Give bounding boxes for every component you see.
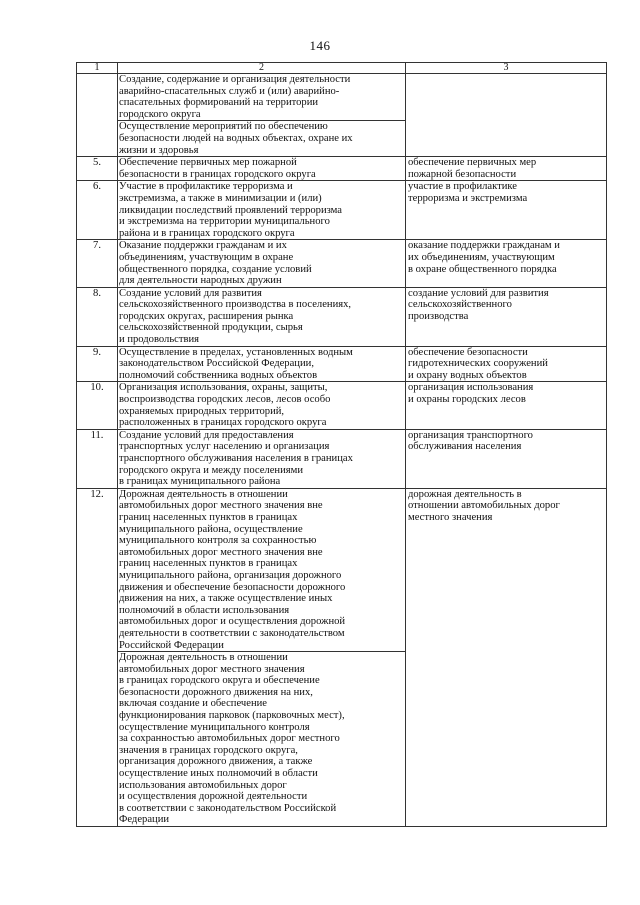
powers-table	[76, 62, 607, 827]
table-row	[77, 488, 607, 826]
row-area-cell: оказание поддержки гражданам и их объединениям, участвующим в охране общественного порядка	[406, 240, 607, 287]
row-number: 5.	[77, 157, 118, 181]
header-col-3: 3	[406, 63, 607, 74]
row-area-cell: организация транспортного обслуживания населения	[406, 429, 607, 488]
power-description: Обеспечение первичных мер пожарной безопасности в границах городского округа	[119, 157, 316, 180]
power-description: Организация использования, охраны, защиты, воспроизводства городских лесов, лесов особо охраняемых природных территорий, расположенных в границах городского округа	[119, 382, 331, 429]
table-row	[77, 74, 607, 157]
row-number: 9.	[77, 346, 118, 382]
table-row	[77, 181, 607, 240]
row-powers-cell	[118, 157, 406, 181]
table-header-row	[77, 63, 607, 74]
table-row	[77, 240, 607, 287]
row-number: 6.	[77, 181, 118, 240]
row-powers-cell	[118, 287, 406, 346]
row-area-cell: организация использования и охраны городских лесов	[406, 382, 607, 429]
row-number: 7.	[77, 240, 118, 287]
row-area-cell	[406, 74, 607, 157]
row-powers-cell	[118, 240, 406, 287]
row-area-cell: обеспечение безопасности гидротехнических сооружений и охрану водных объектов	[406, 346, 607, 382]
row-area-cell: обеспечение первичных мер пожарной безопасности	[406, 157, 607, 181]
row-powers-cell	[118, 74, 406, 157]
table-row	[77, 382, 607, 429]
table-row	[77, 287, 607, 346]
row-number: 8.	[77, 287, 118, 346]
row-number	[77, 74, 118, 157]
table-body	[77, 63, 607, 827]
row-powers-cell	[118, 429, 406, 488]
row-number: 11.	[77, 429, 118, 488]
row-area-cell: создание условий для развития сельскохозяйственного производства	[406, 287, 607, 346]
power-description: Создание условий для предоставления транспортных услуг населению и организация транспортного обслуживания населения в границах городского округа и между поселениями в границах муниципального района	[119, 429, 353, 488]
header-col-2: 2	[118, 63, 406, 74]
row-number: 12.	[77, 488, 118, 826]
power-description: Оказание поддержки гражданам и их объединениям, участвующим в охране общественного порядка, создание условий для деятельности народных дружин	[119, 240, 312, 287]
power-description: Осуществление мероприятий по обеспечению безопасности людей на водных объектах, охране их жизни и здоровья	[118, 120, 405, 156]
power-description: Осуществление в пределах, установленных водным законодательством Российской Федерации, полномочий собственника водных объектов	[119, 346, 353, 381]
table-row	[77, 346, 607, 382]
row-powers-cell	[118, 488, 406, 826]
row-number: 10.	[77, 382, 118, 429]
row-area-cell: дорожная деятельность в отношении автомобильных дорог местного значения	[406, 488, 607, 826]
row-powers-cell	[118, 346, 406, 382]
page-number: 146	[309, 38, 331, 53]
power-description: Дорожная деятельность в отношении автомобильных дорог местного значения в границах городского округа и обеспечение безопасности дорожного движения на них, включая создание и обеспечение функционирования парковок (парковочных мест), осуществление муниципального контроля за сохранностью автомобильных дорог местного значения в границах городского округа, организация дорожного движения, а также осуществление иных полномочий в области использования автомобильных дорог и осуществления дорожной деятельности в соответствии с законодательством Российской Федерации	[118, 651, 405, 826]
power-description: Участие в профилактике терроризма и экстремизма, а также в минимизации и (или) ликвидации последствий проявлений терроризма и экстремизма на территории муниципального района и в границах городского округа	[119, 181, 343, 239]
header-col-1: 1	[77, 63, 118, 74]
power-description: Создание, содержание и организация деятельности аварийно-спасательных служб и (или) аварийно- спасательных формирований на территории городского округа	[119, 74, 351, 120]
table-row	[77, 429, 607, 488]
table-row	[77, 157, 607, 181]
row-powers-cell	[118, 382, 406, 429]
row-area-cell: участие в профилактике терроризма и экстремизма	[406, 181, 607, 240]
power-description: Дорожная деятельность в отношении автомобильных дорог местного значения вне границ населенных пунктов в границах муниципального района, осуществление муниципального контроля за сохранностью автомобильных дорог местного значения вне границ населенных пунктов в границах муниципального района, организация дорожного движения и обеспечение безопасности дорожного движения на них, а также осуществление иных полномочий в области использования автомобильных дорог и осуществления дорожной деятельности в соответствии с законодательством Российской Федерации	[119, 488, 346, 651]
row-powers-cell	[118, 181, 406, 240]
power-description: Создание условий для развития сельскохозяйственного производства в поселениях, городских округах, расширения рынка сельскохозяйственной продукции, сырья и продовольствия	[119, 287, 352, 346]
